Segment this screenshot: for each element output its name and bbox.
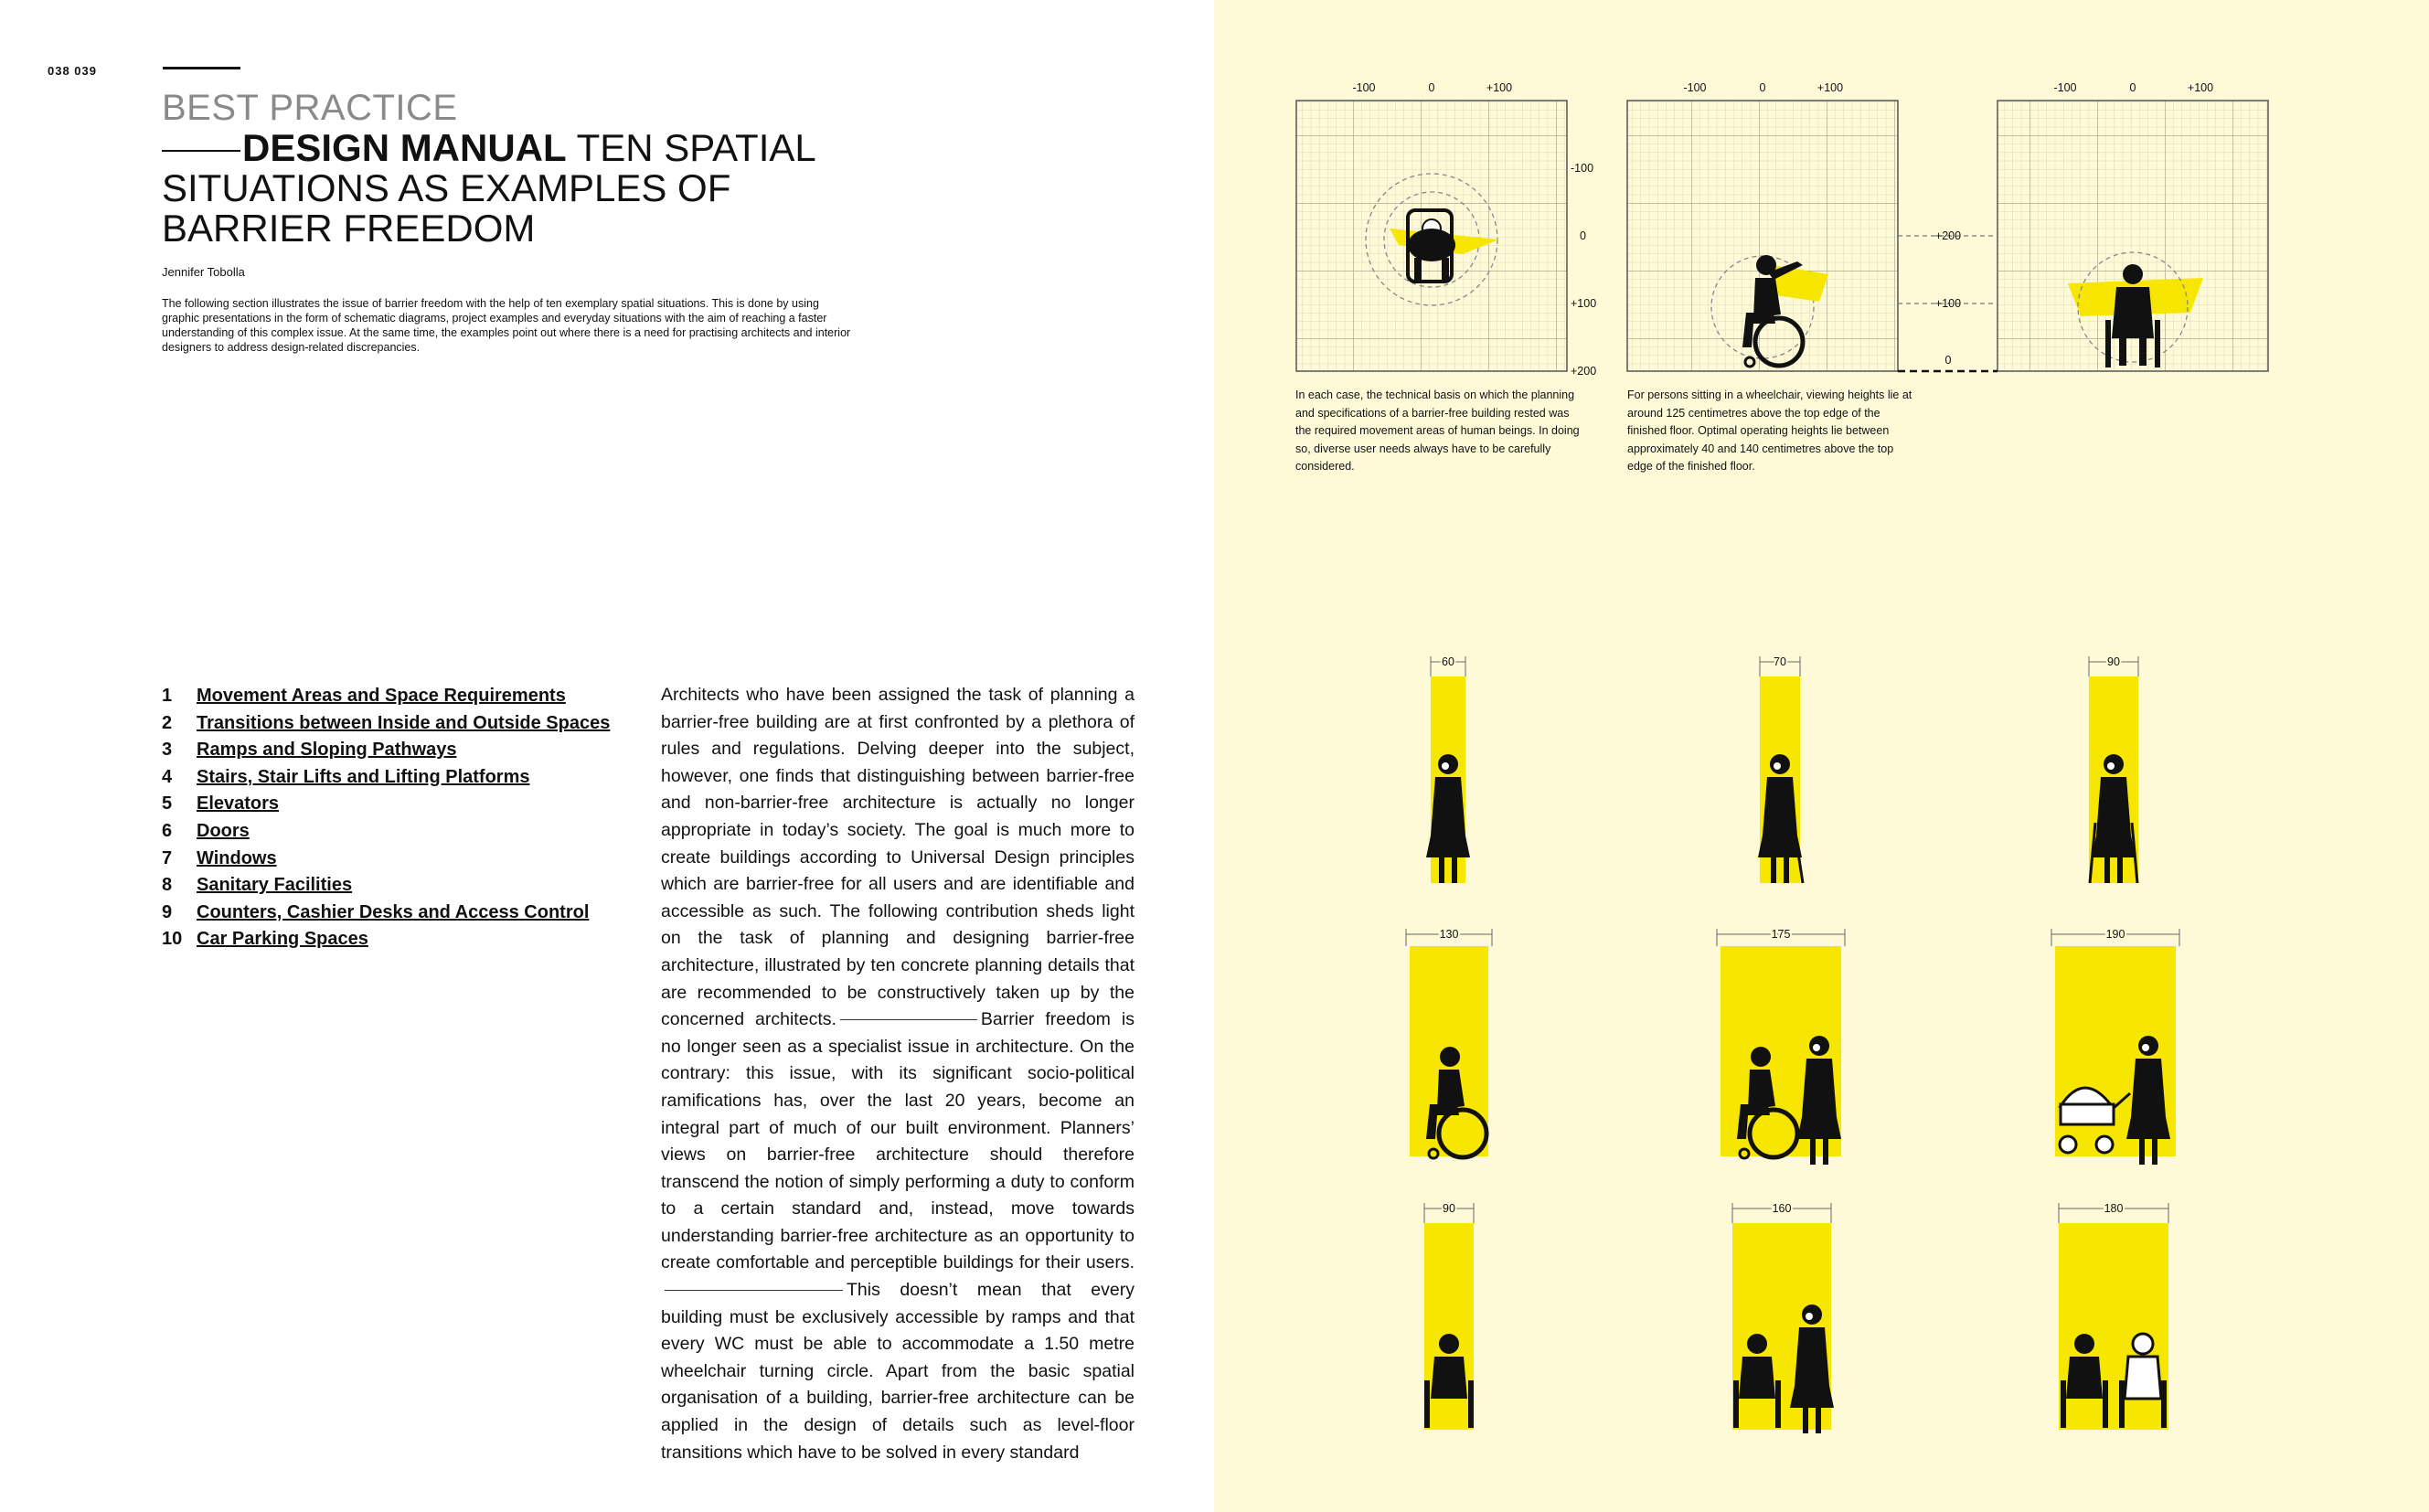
width-label: 130 <box>1439 928 1459 941</box>
width-label: 70 <box>1774 655 1786 668</box>
toc-item[interactable]: 1 Movement Areas and Space Requirements <box>162 686 566 706</box>
tick-label: +100 <box>1816 81 1844 94</box>
toc-item[interactable]: 5 Elevators <box>162 793 280 815</box>
author: Jennifer Tobolla <box>162 265 245 279</box>
toc-item[interactable]: 8 Sanitary Facilities <box>162 875 353 896</box>
width-diagram <box>1424 1202 1474 1430</box>
table-of-contents <box>162 683 646 953</box>
width-label: 160 <box>1772 1202 1792 1215</box>
width-diagram <box>2051 928 2179 1165</box>
tick-label: +100 <box>2187 81 2214 94</box>
width-diagram <box>1406 928 1492 1158</box>
body-text <box>661 682 1135 1466</box>
caption-left: In each case, the technical basis on which the planning and specifications of a barrier-free building rested was the required movement areas of human beings. In doing so, diverse user needs always have to be carefully considered. <box>1295 389 1580 473</box>
toc-item[interactable]: 2 Transitions between Inside and Outside Spaces <box>162 712 611 733</box>
page-numbers: 038 039 <box>48 64 97 78</box>
tick-label: +200 <box>1571 365 1597 378</box>
body-part-1: Architects who have been assigned the task of planning a barrier-free building are at first confronted by a plethora of rules and regulations. Delving deeper into the subject, however, one finds that distinguishing between barrier-free and non-barrier-free architecture is actually no longer appropriate in today’s society. The goal is much more to create buildings according to Universal Design principles which are barrier-free for all users and are identifiable and accessible as such. The following contribution sheds light on the task of planning and designing barrier-free architecture, illustrated by ten concrete planning details that are recommended to be constructively taken up by the concerned architects. <box>661 685 1135 1030</box>
tick-label: +200 <box>1934 229 1962 242</box>
tick-label: +100 <box>1934 297 1962 310</box>
tick-label: -100 <box>2053 81 2077 94</box>
intro-paragraph: The following section illustrates the issue of barrier freedom with the help of ten exemplary spatial situations. This is done by using graphic presentations in the form of schematic diagrams, project examples and everyday situations with the aim of reaching a faster understanding of this complex issue. At the same time, the examples point out where there is a need for practising architects and interior designers to address design-related discrepancies. <box>162 297 851 354</box>
body-part-2: Barrier freedom is no longer seen as a specialist issue in architecture. On the contrary: this issue, with its significant socio-political ramifications has, over the last 20 years, become an integral part of much of our built environment. Planners’ views on barrier-free architecture should therefore transcend the notion of simply performing a duty to conform to a certain standard and, instead, move towards understanding barrier-free architecture as an opportunity to create comfortable and perceptible buildings for their users. <box>661 1009 1135 1273</box>
inline-rule <box>840 1019 977 1020</box>
movement-grid-1 <box>1296 101 1567 371</box>
diagrams-svg <box>1214 0 2429 1512</box>
tick-label: -100 <box>1352 81 1376 94</box>
toc-item[interactable]: 4 Stairs, Stair Lifts and Lifting Platforms <box>162 766 530 787</box>
toc-item[interactable]: 10 Car Parking Spaces <box>162 929 368 950</box>
width-label: 90 <box>2107 655 2120 668</box>
width-diagram <box>1426 655 1470 883</box>
tick-label: 0 <box>1580 229 1586 242</box>
body-part-3: This doesn’t mean that every building must be exclusively accessible by ramps and that every WC must be able to accommodate a 1.50 metre wheelchair turning circle. Apart from the basic spatial organisation of a building, barrier-free architecture can be applied in the design of details such as level-floor transitions which have to be solved in every standard <box>661 1280 1135 1463</box>
width-diagram <box>2089 655 2138 883</box>
tick-label: 0 <box>1428 81 1435 94</box>
caption-right: For persons sitting in a wheelchair, viewing heights lie at around 125 centimetres above the top edge of the finished floor. Optimal operating heights lie between approximately 40 and 140 centimetres above the top edge of the finished floor. <box>1627 389 1912 473</box>
width-label: 90 <box>1443 1202 1455 1215</box>
top-rule <box>163 67 240 69</box>
toc-item[interactable]: 7 Windows <box>162 847 277 868</box>
tick-label: 0 <box>1759 81 1766 94</box>
title-rule <box>162 150 240 152</box>
width-diagram <box>1717 928 1845 1165</box>
width-label: 60 <box>1442 655 1454 668</box>
width-label: 175 <box>1771 928 1791 941</box>
toc-item[interactable]: 3 Ramps and Sloping Pathways <box>162 740 457 761</box>
page-title <box>162 128 893 249</box>
movement-grid-2 <box>1627 101 1898 371</box>
tick-label: +100 <box>1486 81 1513 94</box>
section-kicker: BEST PRACTICE <box>162 88 458 128</box>
toc-item[interactable]: 6 Doors <box>162 820 250 841</box>
width-label: 190 <box>2105 928 2125 941</box>
tick-label: -100 <box>1683 81 1707 94</box>
movement-grid-3 <box>1998 101 2268 371</box>
tick-label: +100 <box>1571 297 1597 310</box>
width-diagram <box>1758 655 1803 883</box>
width-diagram <box>2059 1202 2168 1430</box>
width-diagram <box>1732 1202 1834 1433</box>
tick-label: 0 <box>2129 81 2136 94</box>
title-rest: TEN SPATIAL SITUATIONS AS EXAMPLES OF BARRIER FREEDOM <box>162 126 815 250</box>
toc-item[interactable]: 9 Counters, Cashier Desks and Access Control <box>162 901 590 922</box>
width-label: 180 <box>2104 1202 2124 1215</box>
tick-label: -100 <box>1571 162 1594 175</box>
title-bold: DESIGN MANUAL <box>242 126 567 169</box>
tick-label: 0 <box>1944 354 1952 367</box>
inline-rule <box>665 1290 843 1291</box>
